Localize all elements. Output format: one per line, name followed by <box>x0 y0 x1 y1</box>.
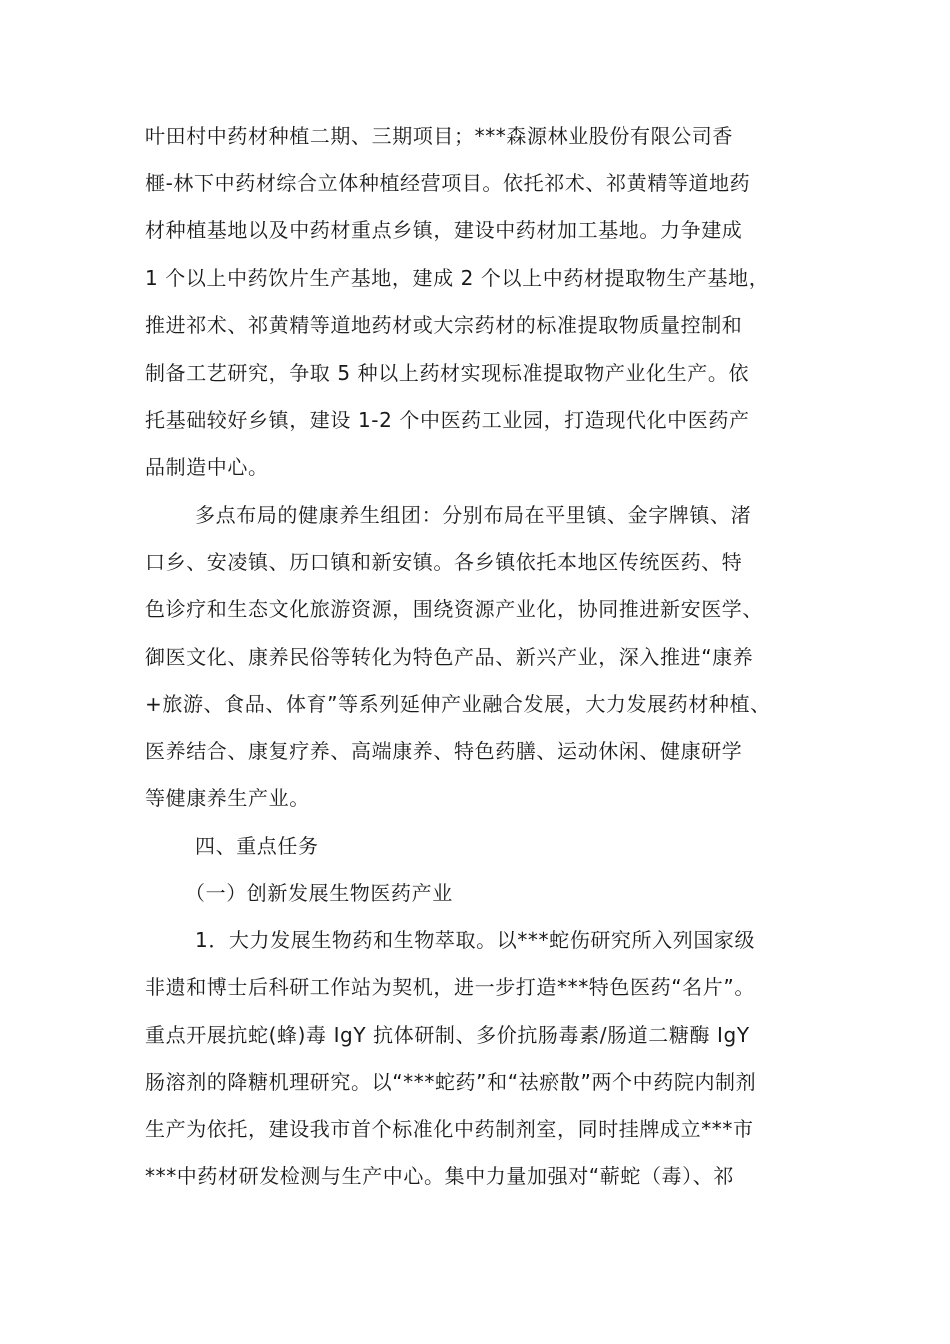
text-line: 1 个以上中药饮片生产基地，建成 2 个以上中药材提取物生产基地， <box>145 266 770 290</box>
text-line: ***中药材研发检测与生产中心。集中力量加强对“蕲蛇（毒）、祁 <box>145 1164 734 1188</box>
text-line: 生产为依托，建设我市首个标准化中药制剂室，同时挂牌成立***市 <box>145 1117 754 1141</box>
subsection-heading: （一）创新发展生物医药产业 <box>185 881 453 905</box>
text-line: 材种植基地以及中药材重点乡镇，建设中药材加工基地。力争建成 <box>145 218 743 242</box>
text-line: 托基础较好乡镇，建设 1-2 个中医药工业园，打造现代化中医药产 <box>145 408 750 432</box>
text-line: 御医文化、康养民俗等转化为特色产品、新兴产业，深入推进“康养 <box>145 645 754 669</box>
text-line: 制备工艺研究，争取 5 种以上药材实现标准提取物产业化生产。依 <box>145 361 750 385</box>
text-line: 叶田村中药材种植二期、三期项目；***森源林业股份有限公司香 <box>145 124 733 148</box>
text-line: 重点开展抗蛇(蜂)毒 IgY 抗体研制、多价抗肠毒素/肠道二糖酶 IgY <box>145 1023 750 1047</box>
text-line: 非遗和博士后科研工作站为契机，进一步打造***特色医药“名片”。 <box>145 975 755 999</box>
text-line: 肠溶剂的降糖机理研究。以“***蛇药”和“祛瘀散”两个中药院内制剂 <box>145 1070 757 1094</box>
text-line: 品制造中心。 <box>145 455 269 479</box>
text-line: 医养结合、康复疗养、高端康养、特色药膳、运动休闲、健康研学 <box>145 739 743 763</box>
text-line: 口乡、安凌镇、历口镇和新安镇。各乡镇依托本地区传统医药、特 <box>145 550 743 574</box>
text-line: 榧-林下中药材综合立体种植经营项目。依托祁术、祁黄精等道地药 <box>145 171 751 195</box>
paragraph-start-line: 1．大力发展生物药和生物萃取。以***蛇伤研究所入列国家级 <box>195 928 756 952</box>
text-line: 色诊疗和生态文化旅游资源，围绕资源产业化，协同推进新安医学、 <box>145 597 763 621</box>
text-line: +旅游、食品、体育”等系列延伸产业融合发展，大力发展药材种植、 <box>145 692 771 716</box>
paragraph-start-line: 多点布局的健康养生组团：分别布局在平里镇、金字牌镇、渚 <box>195 503 752 527</box>
section-heading: 四、重点任务 <box>195 834 319 858</box>
text-line: 推进祁术、祁黄精等道地药材或大宗药材的标准提取物质量控制和 <box>145 313 743 337</box>
text-line: 等健康养生产业。 <box>145 786 310 810</box>
